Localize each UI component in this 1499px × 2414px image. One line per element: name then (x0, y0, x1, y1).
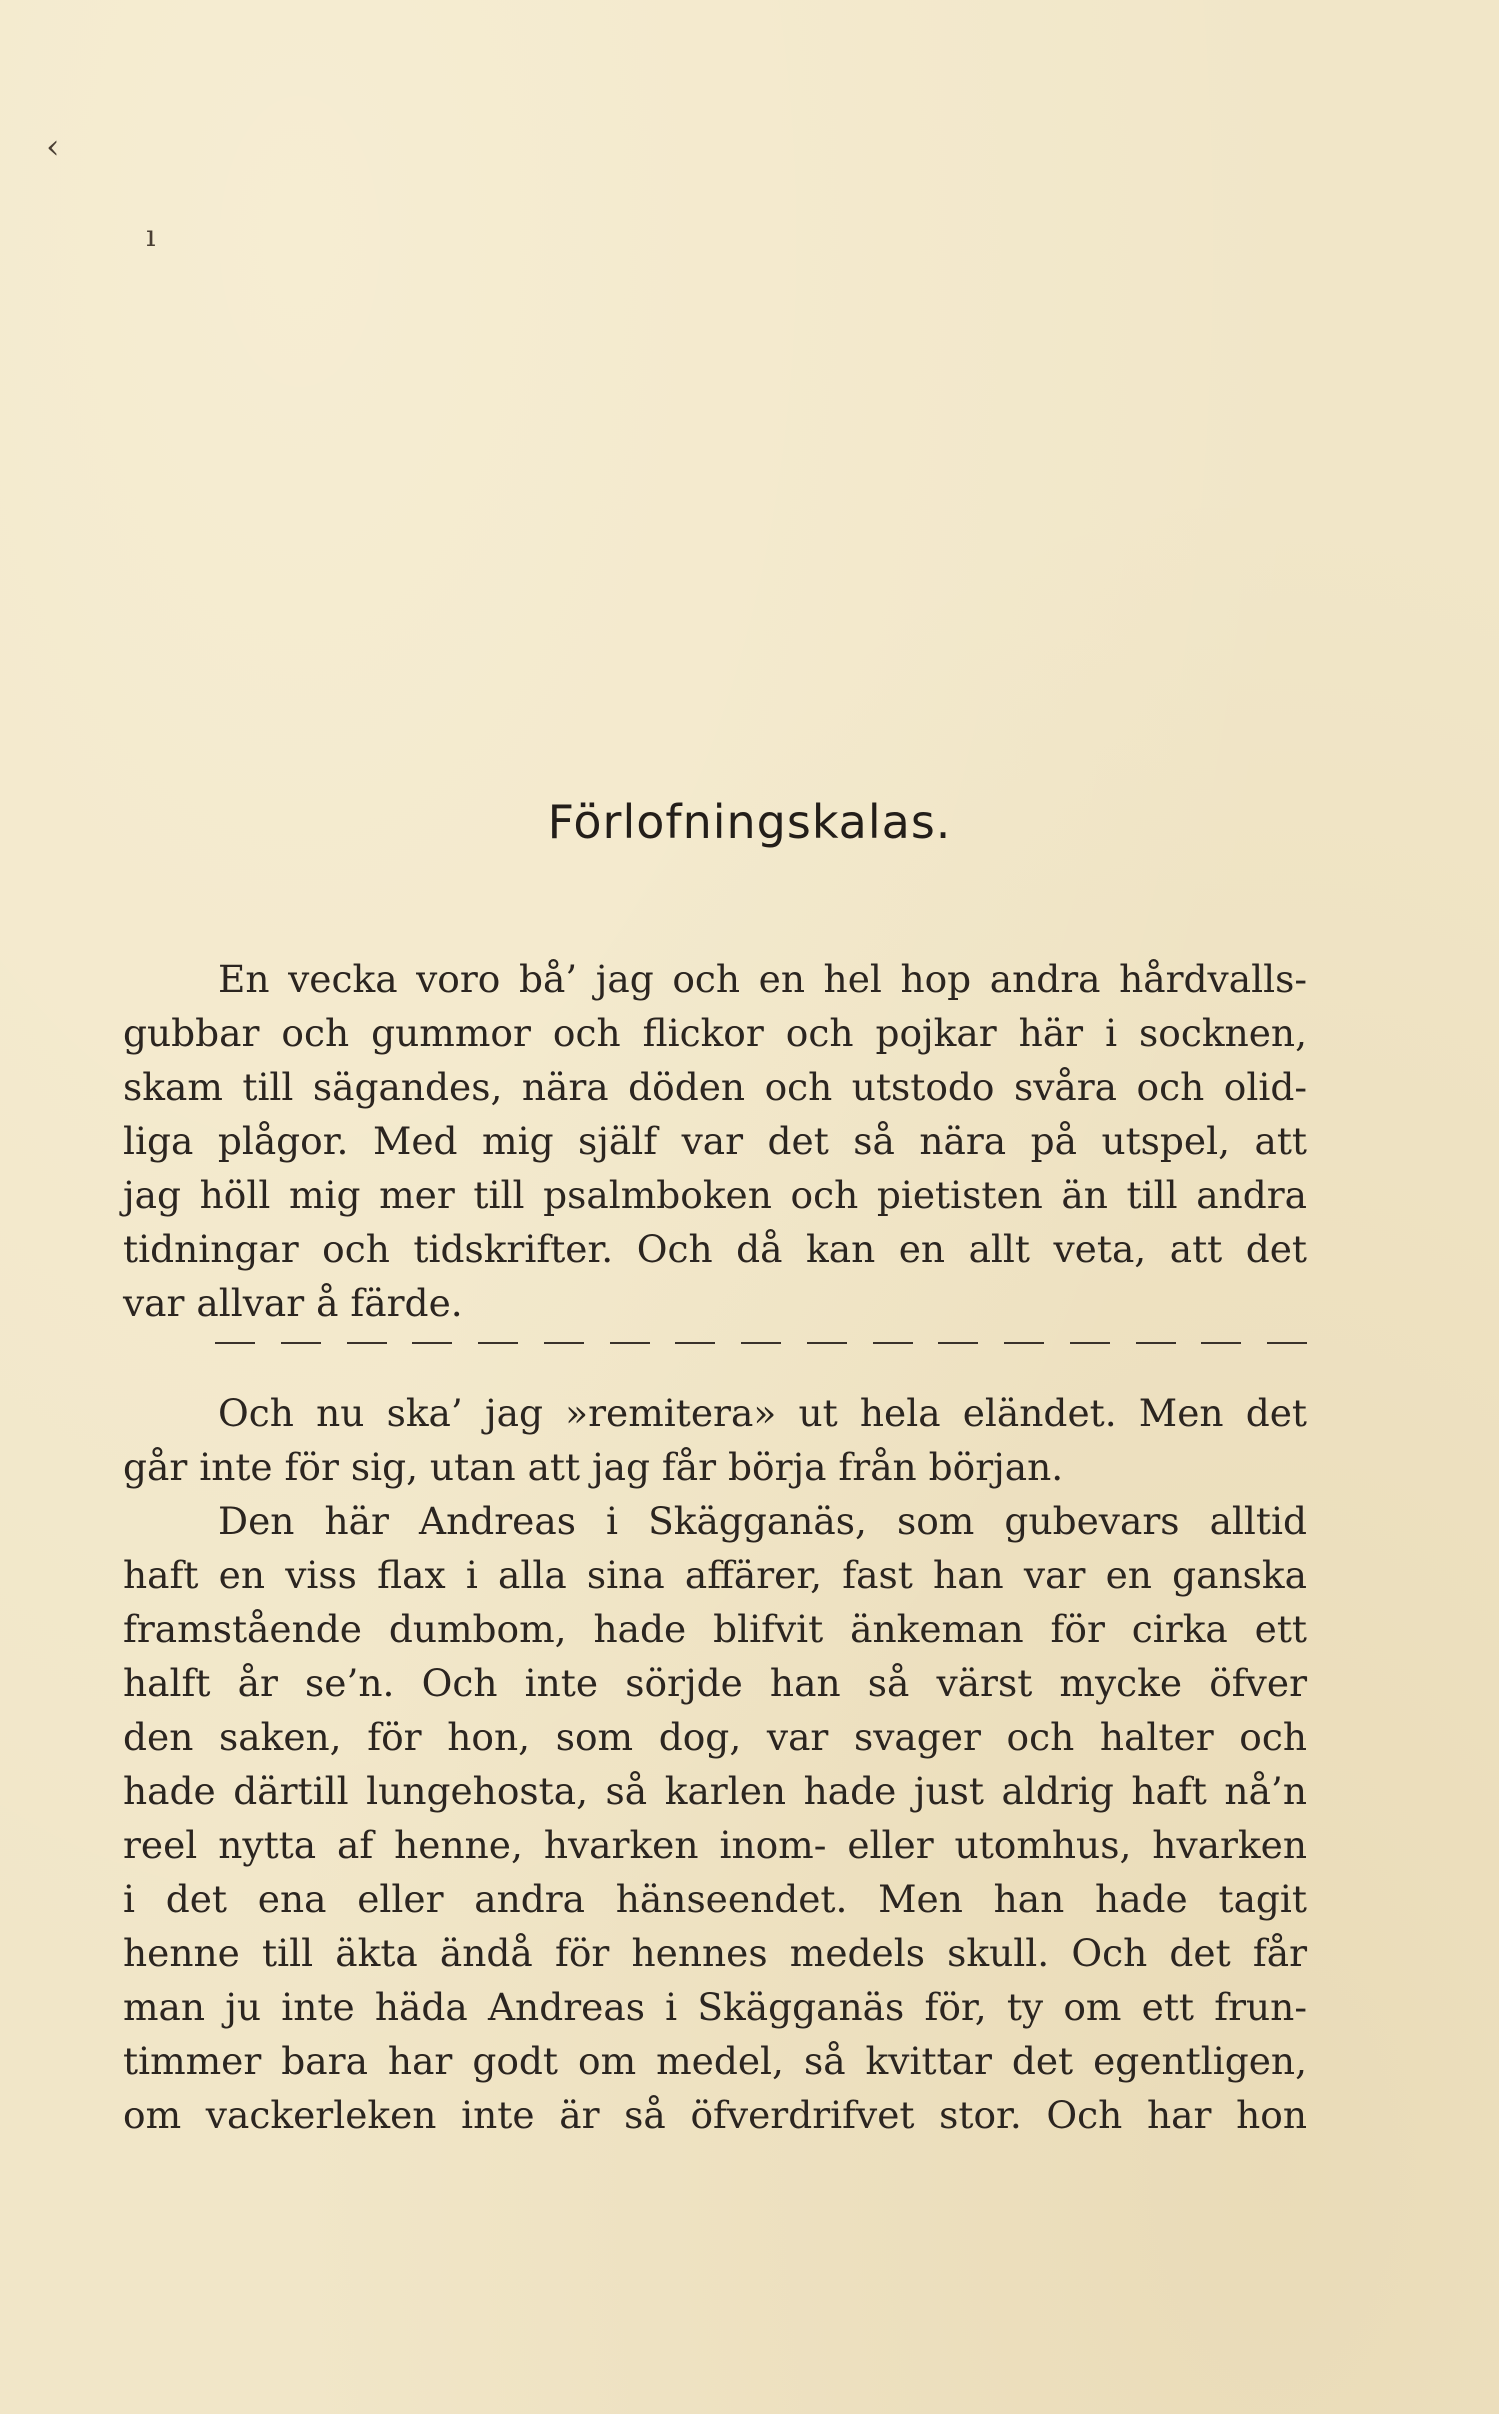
chapter-title: Förlofningskalas. (547, 795, 952, 849)
margin-mark: ‹ (46, 127, 60, 167)
text-line: Den här Andreas i Skägganäs, som gubevars alltid (218, 1499, 1307, 1543)
separator-dash (610, 1342, 650, 1344)
text-line: skam till sägandes, nära döden och utstodo svåra och olid- (123, 1065, 1307, 1109)
text-line: timmer bara har godt om medel, så kvittar det egentligen, (123, 2039, 1307, 2083)
separator-dash (347, 1342, 387, 1344)
separator-dash (1136, 1342, 1176, 1344)
text-line: den saken, för hon, som dog, var svager och halter och (123, 1715, 1307, 1759)
text-line: tidningar och tidskrifter. Och då kan en allt veta, att det (123, 1227, 1307, 1271)
separator-dash (215, 1342, 255, 1344)
paragraph-1 (123, 952, 1307, 1330)
separator-dash (873, 1342, 913, 1344)
text-line: man ju inte häda Andreas i Skägganäs för, ty om ett frun- (123, 1985, 1307, 2029)
paragraph-2 (123, 1386, 1307, 2142)
text-line: gubbar och gummor och flickor och pojkar här i socknen, (123, 1011, 1307, 1055)
separator-dash (478, 1342, 518, 1344)
text-line: går inte för sig, utan att jag får börja från början. (123, 1445, 1064, 1489)
separator-dash (807, 1342, 847, 1344)
separator-dash (675, 1342, 715, 1344)
text-line: halft år se’n. Och inte sörjde han så värst mycke öfver (123, 1661, 1307, 1705)
section-separator (215, 1342, 1307, 1344)
text-line: haft en viss flax i alla sina affärer, fast han var en ganska (123, 1553, 1307, 1597)
separator-dash (281, 1342, 321, 1344)
text-line: om vackerleken inte är så öfverdrifvet stor. Och har hon (123, 2093, 1307, 2137)
separator-dash (1070, 1342, 1110, 1344)
text-line: Och nu ska’ jag »remitera» ut hela eländet. Men det (218, 1391, 1307, 1435)
separator-dash (741, 1342, 781, 1344)
text-line: reel nytta af henne, hvarken inom- eller utomhus, hvarken (123, 1823, 1307, 1867)
text-line: i det ena eller andra hänseendet. Men han hade tagit (123, 1877, 1307, 1921)
separator-dash (938, 1342, 978, 1344)
text-line: jag höll mig mer till psalmboken och pietisten än till andra (123, 1173, 1307, 1217)
separator-dash (1267, 1342, 1307, 1344)
text-line: framstående dumbom, hade blifvit änkeman för cirka ett (123, 1607, 1307, 1651)
text-line: var allvar å färde. (123, 1281, 463, 1325)
separator-dash (1201, 1342, 1241, 1344)
separator-dash (544, 1342, 584, 1344)
margin-mark: ı (146, 219, 156, 254)
separator-dash (412, 1342, 452, 1344)
text-line: En vecka voro bå’ jag och en hel hop andra hårdvalls- (218, 957, 1307, 1001)
text-line: henne till äkta ändå för hennes medels skull. Och det får (123, 1931, 1307, 1975)
text-line: liga plågor. Med mig själf var det så nära på utspel, att (123, 1119, 1307, 1163)
text-line: hade därtill lungehosta, så karlen hade just aldrig haft nå’n (123, 1769, 1307, 1813)
separator-dash (1004, 1342, 1044, 1344)
